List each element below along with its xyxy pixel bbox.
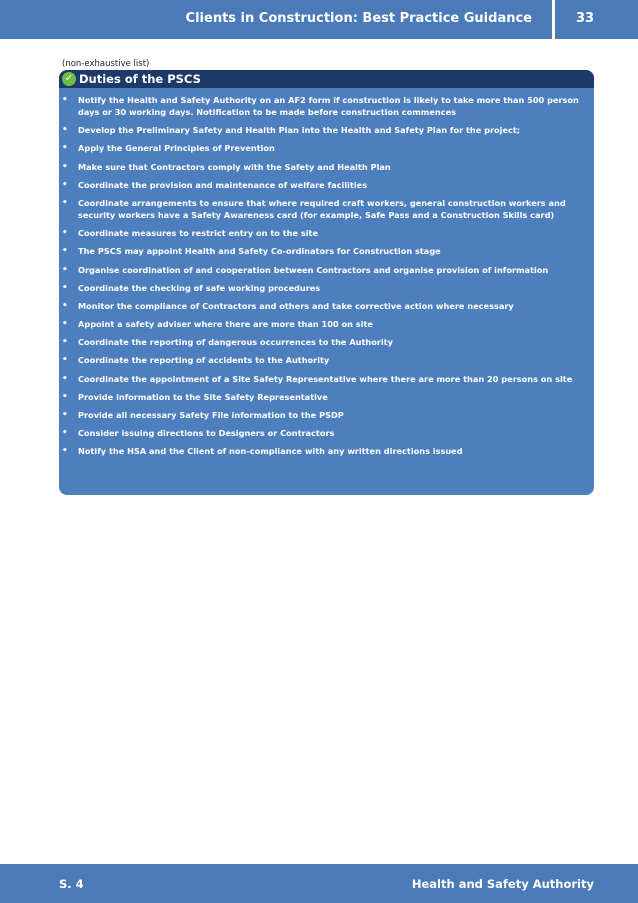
list-item bbox=[59, 391, 594, 403]
list-item-text: Coordinate the checking of safe working procedures bbox=[78, 282, 321, 293]
publisher-name: Health and Safety Authority bbox=[411, 877, 594, 891]
list-item bbox=[59, 282, 594, 294]
list-item bbox=[59, 318, 594, 330]
list-item bbox=[59, 373, 594, 385]
list-item-text: Provide information to the Site Safety Representative bbox=[78, 391, 328, 402]
bullet-icon: • bbox=[62, 228, 68, 239]
list-item bbox=[59, 445, 594, 457]
list-item-text: Develop the Preliminary Safety and Health Plan into the Health and Safety Plan for the project; bbox=[78, 125, 521, 136]
list-item bbox=[59, 179, 594, 191]
bullet-icon: • bbox=[62, 410, 68, 420]
list-item bbox=[59, 227, 594, 239]
document-title: Clients in Construction: Best Practice Guidance bbox=[185, 11, 532, 26]
list-item bbox=[59, 94, 594, 118]
bullet-icon: • bbox=[62, 391, 68, 402]
bullet-icon: • bbox=[62, 125, 68, 136]
bullet-icon: • bbox=[62, 143, 68, 154]
bullet-icon: • bbox=[62, 264, 68, 275]
list-item-text: Notify the HSA and the Client of non-compliance with any written directions issued bbox=[78, 446, 463, 457]
list-item-text: Monitor the compliance of Contractors and others and take corrective action where necessary bbox=[78, 300, 514, 311]
list-item bbox=[59, 427, 594, 439]
list-item bbox=[59, 300, 594, 312]
list-item-text: Provide all necessary Safety File information to the PSDP bbox=[78, 410, 344, 420]
bullet-icon: • bbox=[62, 319, 68, 330]
list-item-text: Coordinate the provision and maintenance of welfare facilities bbox=[78, 179, 368, 190]
page-number: 33 bbox=[575, 11, 595, 26]
list-item bbox=[59, 142, 594, 154]
bullet-icon: • bbox=[62, 246, 68, 257]
bullet-icon: • bbox=[62, 355, 68, 366]
duties-list bbox=[59, 94, 594, 464]
list-item bbox=[59, 245, 594, 257]
list-item-text: The PSCS may appoint Health and Safety Co-ordinators for Construction stage bbox=[78, 246, 441, 257]
list-item bbox=[59, 354, 594, 366]
list-item-text: Coordinate arrangements to ensure that where required craft workers, general construction workers and security workers have a Safety Awareness card (for example, Safe Pass and a Construction Skills card) bbox=[78, 197, 566, 220]
page-header bbox=[0, 0, 638, 39]
bullet-icon: • bbox=[62, 282, 68, 293]
list-item bbox=[59, 336, 594, 348]
check-icon: ✓ bbox=[62, 72, 76, 86]
list-item-text: Coordinate the appointment of a Site Safety Representative where there are more than 20 persons on site bbox=[78, 373, 573, 384]
list-item-text: Coordinate the reporting of dangerous occurrences to the Authority bbox=[78, 337, 393, 348]
list-item-text: Coordinate the reporting of accidents to the Authority bbox=[78, 355, 330, 366]
bullet-icon: • bbox=[62, 337, 68, 348]
bullet-icon: • bbox=[62, 197, 68, 208]
list-item-text: Notify the Health and Safety Authority on an AF2 form if construction is likely to take more than 500 person days or 30 working days. Notification to be made before construction commences bbox=[78, 95, 579, 117]
bullet-icon: • bbox=[62, 428, 68, 439]
bullet-icon: • bbox=[62, 161, 68, 172]
list-note: (non-exhaustive list) bbox=[62, 59, 150, 69]
bullet-icon: • bbox=[62, 179, 68, 190]
list-item bbox=[59, 264, 594, 276]
list-item-text: Apply the General Principles of Prevention bbox=[78, 143, 275, 154]
bullet-icon: • bbox=[62, 95, 68, 105]
duties-panel bbox=[59, 70, 594, 495]
list-item-text: Organise coordination of and cooperation between Contractors and organise provision of information bbox=[78, 264, 549, 275]
list-item-text: Consider issuing directions to Designers or Contractors bbox=[78, 428, 335, 439]
list-item bbox=[59, 124, 594, 136]
page-footer bbox=[0, 864, 638, 903]
bullet-icon: • bbox=[62, 373, 68, 384]
list-item bbox=[59, 161, 594, 173]
list-item-text: Coordinate measures to restrict entry on to the site bbox=[78, 228, 318, 239]
list-item-text: Appoint a safety adviser where there are more than 100 on site bbox=[78, 319, 373, 330]
section-label: S. 4 bbox=[59, 877, 84, 891]
list-item bbox=[59, 409, 594, 421]
duties-panel-header bbox=[59, 70, 594, 88]
bullet-icon: • bbox=[62, 300, 68, 311]
list-item-text: Make sure that Contractors comply with the Safety and Health Plan bbox=[78, 161, 391, 172]
duties-panel-title: Duties of the PSCS bbox=[79, 72, 201, 86]
bullet-icon: • bbox=[62, 446, 68, 457]
list-item bbox=[59, 197, 594, 221]
